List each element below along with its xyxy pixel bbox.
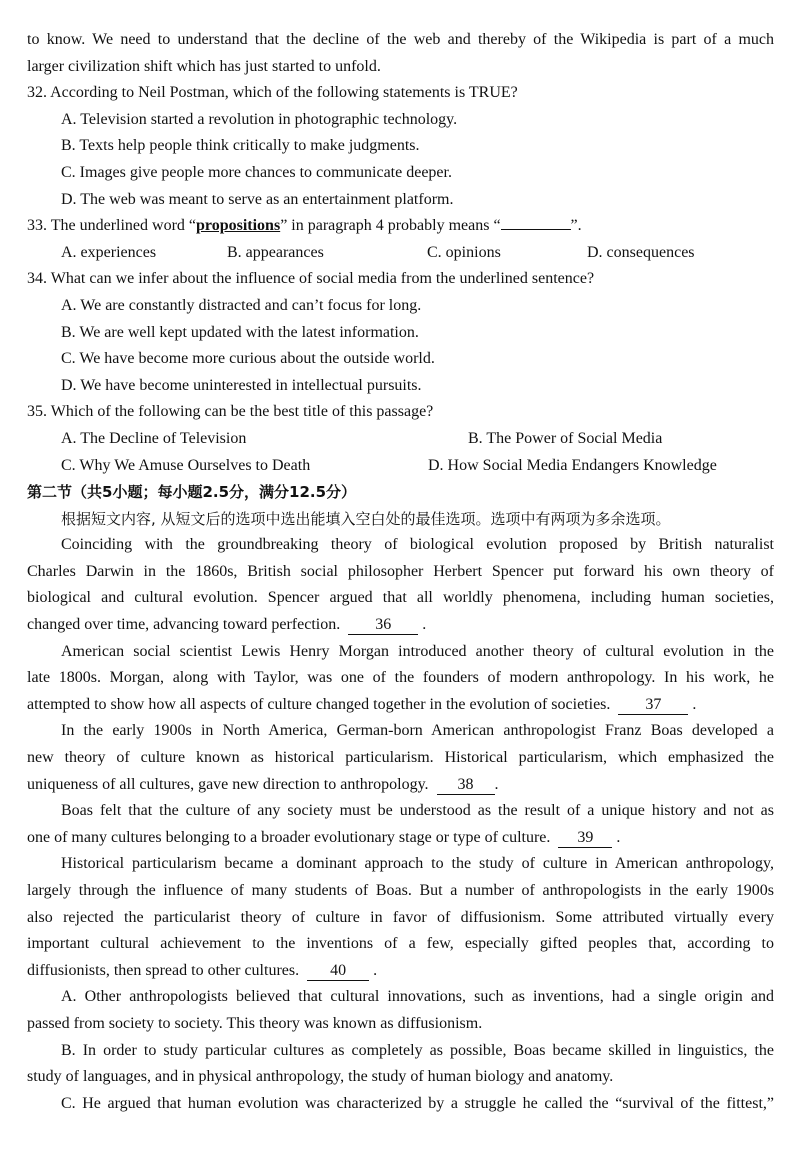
question-stem — [27, 266, 774, 293]
paragraph-line: uniqueness of all cultures, gave new direction to anthropology. 38 . — [27, 775, 499, 793]
option-line: B. In order to study particular cultures as completely as possible, Boas became skilled in linguistics, the — [61, 1041, 774, 1059]
question-34 — [27, 266, 774, 399]
passage-line: larger civilization shift which has just started to unfold. — [27, 57, 381, 75]
question-text: The underlined word “ — [50, 217, 196, 235]
section-heading: 第二节（共5小题；每小题2.5分，满分12.5分） — [27, 483, 357, 502]
answer-option-c[interactable] — [27, 1091, 774, 1118]
option-d[interactable]: D. We have become uninterested in intellectual pursuits. — [61, 376, 422, 394]
paragraph-line: Historical particularism became a dominant approach to the study of culture in American anthropology, — [61, 855, 774, 873]
paragraph-line: largely through the influence of many students of Boas. But a number of anthropologists in the early 1900s — [27, 882, 774, 899]
section-instruction: 根据短文内容, 从短文后的选项中选出能填入空白处的最佳选项。选项中有两项为多余选项。 — [61, 509, 671, 528]
option-a[interactable]: A. experiences — [61, 243, 157, 261]
option-a[interactable]: A. Television started a revolution in photographic technology. — [61, 110, 458, 128]
paragraph-4 — [27, 798, 774, 851]
paragraph-text: diffusionists, then spread to other cultures. — [27, 961, 300, 979]
paragraph-5 — [27, 851, 774, 984]
paragraph-line: diffusionists, then spread to other cultures. 40 . — [27, 961, 378, 979]
question-number: 32. — [27, 84, 47, 102]
option-line: passed from society to society. This theory was known as diffusionism. — [27, 1014, 483, 1032]
option-b[interactable]: B. Texts help people think critically to make judgments. — [61, 137, 420, 155]
option-a[interactable]: A. The Decline of Television — [61, 429, 247, 447]
paragraph-line: one of many cultures belonging to a broader evolutionary stage or type of culture. 39 . — [27, 828, 621, 846]
paragraph-line: Coinciding with the groundbreaking theory of biological evolution proposed by British naturalist — [61, 536, 774, 554]
option-c[interactable]: C. opinions — [427, 243, 501, 261]
blank-36[interactable]: 36 — [348, 616, 418, 635]
question-33 — [27, 213, 774, 266]
option-line: A. Other anthropologists believed that cultural innovations, such as inventions, had a single origin and — [61, 988, 774, 1006]
paragraph-line: changed over time, advancing toward perfection. 36 . — [27, 616, 427, 634]
question-number: 33. — [27, 217, 47, 235]
question-text: ” in paragraph 4 probably means “ — [280, 217, 501, 235]
option-b[interactable]: B. The Power of Social Media — [468, 429, 663, 447]
option-d[interactable]: D. consequences — [587, 243, 695, 261]
paragraph-line: late 1800s. Morgan, along with Taylor, was one of the founders of modern anthropology. In his work, he — [27, 669, 774, 687]
question-stem — [27, 213, 774, 240]
question-number: 35. — [27, 403, 47, 421]
paragraph-3 — [27, 718, 774, 798]
paragraph-text: changed over time, advancing toward perfection. — [27, 616, 341, 634]
paragraph-line: Boas felt that the culture of any society must be understood as the result of a unique history and not as — [61, 802, 774, 820]
option-c[interactable]: C. We have become more curious about the outside world. — [61, 350, 435, 368]
question-32 — [27, 80, 774, 213]
option-line: C. He argued that human evolution was characterized by a struggle he called the “survival of the fittest,” — [61, 1094, 774, 1112]
paragraph-1 — [27, 532, 774, 638]
blank-38[interactable]: 38 — [437, 776, 495, 795]
question-text: Which of the following can be the best title of this passage? — [50, 403, 434, 421]
paragraph-text: attempted to show how all aspects of culture changed together in the evolution of societies. — [27, 695, 611, 713]
blank-39[interactable]: 39 — [558, 829, 612, 848]
question-stem — [27, 399, 774, 426]
options-row — [27, 426, 774, 453]
options-row — [27, 453, 774, 480]
underlined-word: propositions — [196, 217, 281, 235]
paragraph-line: In the early 1900s in North America, German-born American anthropologist Franz Boas developed a — [61, 722, 774, 740]
answer-option-a[interactable] — [27, 984, 774, 1037]
paragraph-text: one of many cultures belonging to a broader evolutionary stage or type of culture. — [27, 828, 551, 846]
question-text: ”. — [570, 217, 582, 235]
option-c[interactable]: C. Why We Amuse Ourselves to Death — [61, 456, 311, 474]
question-35 — [27, 399, 774, 479]
option-line: study of languages, and in physical anthropology, the study of human biology and anatomy. — [27, 1068, 614, 1086]
question-text: What can we infer about the influence of social media from the underlined sentence? — [50, 270, 595, 288]
paragraph-line: Charles Darwin in the 1860s, British social philosopher Herbert Spencer put forward his own theory of — [27, 562, 774, 580]
paragraph-text: uniqueness of all cultures, gave new direction to anthropology. — [27, 775, 429, 793]
blank-37[interactable]: 37 — [618, 696, 688, 715]
answer-option-b[interactable] — [27, 1038, 774, 1091]
option-d[interactable]: D. The web was meant to serve as an entertainment platform. — [61, 190, 454, 208]
option-b[interactable]: B. appearances — [227, 243, 324, 261]
question-text: According to Neil Postman, which of the following statements is TRUE? — [50, 84, 518, 102]
option-d[interactable]: D. How Social Media Endangers Knowledge — [428, 456, 717, 474]
paragraph-2 — [27, 639, 774, 719]
passage-line: to know. We need to understand that the decline of the web and thereby of the Wikipedia is part of a much — [27, 31, 774, 48]
option-a[interactable]: A. We are constantly distracted and can’t focus for long. — [61, 296, 422, 314]
paragraph-line: biological and cultural evolution. Spencer argued that all worldly phenomena, including human societies, — [27, 589, 774, 607]
paragraph-line: attempted to show how all aspects of culture changed together in the evolution of societies. 37 . — [27, 695, 697, 713]
passage-ending — [27, 27, 774, 80]
blank-40[interactable]: 40 — [307, 962, 369, 981]
option-c[interactable]: C. Images give people more chances to communicate deeper. — [61, 163, 452, 181]
option-b[interactable]: B. We are well kept updated with the latest information. — [61, 323, 419, 341]
paragraph-line: also rejected the particularist theory of culture in favor of diffusionism. Some attributed virtually every — [27, 908, 774, 926]
options-row — [27, 240, 774, 267]
paragraph-line: new theory of culture known as historical particularism. Historical particularism, which emphasized the — [27, 749, 774, 767]
question-stem — [27, 80, 774, 107]
paragraph-line: American social scientist Lewis Henry Morgan introduced another theory of cultural evolution in the — [61, 642, 774, 660]
paragraph-line: important cultural achievement to the inventions of a few, especially gifted peoples that, according to — [27, 935, 774, 953]
answer-blank — [501, 213, 571, 230]
question-number: 34. — [27, 270, 47, 288]
